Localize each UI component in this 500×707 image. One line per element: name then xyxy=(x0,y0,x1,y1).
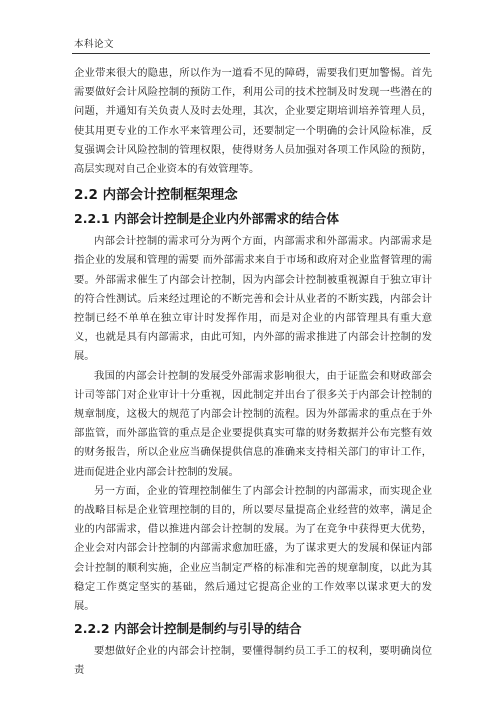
paragraph-external-demand: 我国的内部会计控制的发展受外部需求影响很大，由于证监会和财政部会计司等部门对企业审计十分重视，因此制定并出台了很多关于内部会计控制的规章制度，这极大的规范了内部会计控制的流程。因为外部需求的重点在于外部监管，而外部监管的重点是企业要提供真实可靠的财务数据并公布完整有效的财务报告，所以企业应当确保提供信息的准确来支持相关部门的审计工作，进而促进企业内部会计控制的发展。 xyxy=(74,369,432,478)
running-header: 本科论文 xyxy=(74,39,115,50)
body-content xyxy=(74,64,432,681)
paragraph-internal-demand: 另一方面，企业的管理控制催生了内部会计控制的内部需求，而实现企业的战略目标是企业管理控制的目的，所以要尽量提高企业经营的效率，满足企业的内部需求，借以推进内部会计控制的发展。为了在竞争中获得更大优势，企业会对内部会计控制的内部需求愈加旺盛，为了谋求更大的发展和保证内部会计控制的顺利实施，企业应当制定严格的标准和完善的规章制度，以此为其稳定工作奠定坚实的基础，然后通过它提高企业的工作效率以谋求更大的发展。 xyxy=(74,484,432,613)
subsection-heading-2-2-1: 2.2.1 内部会计控制是企业内外部需求的结合体 xyxy=(74,211,339,227)
paragraph-intro: 企业带来很大的隐患，所以作为一道看不见的障碍，需要我们更加警惕。首先需要做好会计风险控制的预防工作，利用公司的技术控制及时发现一些潜在的问题，并通知有关负责人及时去处理，其次，企业要定期培训培养管理人员，使其用更专业的工作水平来管理公司，还要制定一个明确的会计风险标准，反复强调会计风险控制的管理权限，使得财务人员加强对各项工作风险的预防，高层实现对自己企业资本的有效管理等。 xyxy=(74,67,432,176)
header-divider xyxy=(72,53,430,54)
paragraph-demand-overview: 内部会计控制的需求可分为两个方面，内部需求和外部需求。内部需求是指企业的发展和管理的需要 而外部需求来自于市场和政府对企业监督管理的需要。外部需求催生了内部会计控制，因为内部会计控制被重视源自于独立审计的符合性测试。后来经过理论的不断完善和会计从业者的不断实践，内部会计控制已经不单单在独立审计时发挥作用，而是对企业的内部管理具有重大意义，也就是具有内部需求，由此可知，内外部的需求推进了内部会计控制的发展。 xyxy=(74,235,432,363)
paragraph-constraint-guidance: 要想做好企业的内部会计控制，要懂得制约员工手工的权利，要明确岗位责 xyxy=(74,645,432,677)
subsection-heading-2-2-2: 2.2.2 内部会计控制是制约与引导的结合 xyxy=(74,621,302,637)
section-heading-2-2: 2.2 内部会计控制框架理念 xyxy=(74,187,238,204)
